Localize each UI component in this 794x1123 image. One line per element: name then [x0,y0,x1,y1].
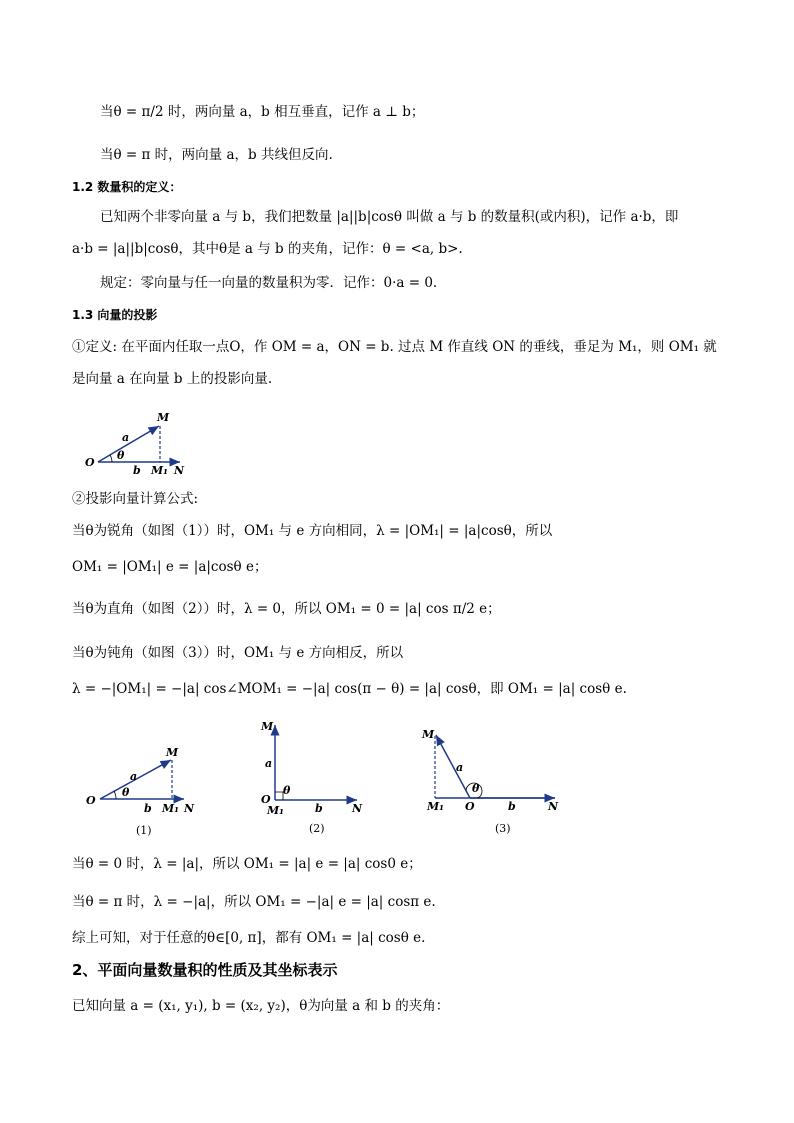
label-O: O [85,456,95,469]
line-obtuse-result: λ = −|OM₁| = −|a| cos∠MOM₁ = −|a| cos(π − θ) = |a| cosθ，即 OM₁ = |a| cosθ e. [72,681,627,697]
line-dot-product-formula: a·b = |a||b|cosθ，其中θ是 a 与 b 的夹角，记作：θ = <a, b>. [72,241,463,257]
vector-a [436,735,470,798]
line-acute-result: OM₁ = |OM₁| e = |a|cosθ e； [72,559,268,575]
figure-obtuse [415,722,565,840]
label-M: M [166,746,179,759]
line-summary: 综上可知，对于任意的θ∈[0, π]，都有 OM₁ = |a| cosθ e. [72,930,426,946]
caption-3: (3) [495,822,511,835]
line-obtuse-case: 当θ为钝角（如图（3））时，OM₁ 与 e 方向相反，所以 [72,645,404,661]
caption-2: (2) [309,822,325,835]
label-a: a [122,431,130,444]
line-formula-heading: ②投影向量计算公式: [72,491,199,507]
label-a: a [265,757,273,770]
label-N: N [174,464,185,477]
label-O: O [86,794,96,807]
label-M: M [261,720,274,733]
label-O: O [465,800,475,813]
label-M1: M₁ [427,800,444,813]
line-theta-pi: 当θ = π 时，λ = −|a|，所以 OM₁ = −|a| e = |a| cosπ e. [72,894,436,910]
label-M: M [422,728,435,741]
line-perpendicular: 当θ = π/2 时，两向量 a，b 相互垂直，记作 a ⊥ b； [100,104,425,120]
label-N: N [548,800,559,813]
line-opposite: 当θ = π 时，两向量 a，b 共线但反向. [100,147,333,163]
label-a: a [456,761,464,774]
figure-right-angle [255,718,375,840]
label-N: N [352,802,363,815]
angle-arc [110,455,112,462]
label-M1: M₁ [151,464,168,477]
line-coordinates-intro: 已知向量 a = (x₁, y₁), b = (x₂, y₂)，θ为向量 a 和 b 的夹角： [72,998,450,1014]
label-M1: M₁ [162,802,179,815]
heading-1-2: 1.2 数量积的定义： [72,180,182,194]
right-angle-mark [275,792,283,800]
figure-acute [80,742,210,842]
label-a: a [130,770,138,783]
label-b: b [133,464,141,477]
heading-1-3: 1.3 向量的投影 [72,308,158,322]
label-theta: θ [283,784,291,797]
line-right-angle-case: 当θ为直角（如图（2））时，λ = 0，所以 OM₁ = 0 = |a| cos π/2 e； [72,601,501,617]
label-theta: θ [117,449,125,462]
caption-1: (1) [136,824,152,837]
label-M: M [157,411,170,424]
line-theta-zero: 当θ = 0 时，λ = |a|，所以 OM₁ = |a| e = |a| cos0 e； [72,856,422,872]
label-theta: θ [472,782,480,795]
line-projection-def: ①定义: 在平面内任取一点O，作 OM = a，ON = b. 过点 M 作直线 ON 的垂线，垂足为 M₁，则 OM₁ 就 [72,339,717,355]
projection-figure-main [80,408,200,478]
label-N: N [184,802,195,815]
line-acute-case: 当θ为锐角（如图（1））时，OM₁ 与 e 方向相同，λ = |OM₁| = |a|cosθ，所以 [72,523,553,539]
line-dot-product-def: 已知两个非零向量 a 与 b，我们把数量 |a||b|cosθ 叫做 a 与 b 的数量积(或内积)，记作 a·b，即 [100,209,679,225]
label-M1: M₁ [267,804,284,817]
label-b: b [144,802,152,815]
angle-arc [114,791,116,799]
label-O: O [261,793,271,806]
label-b: b [508,800,516,813]
heading-section-2: 2、平面向量数量积的性质及其坐标表示 [72,961,338,979]
line-zero-vector-rule: 规定：零向量与任一向量的数量积为零．记作：0·a = 0. [100,275,438,291]
line-projection-def-cont: 是向量 a 在向量 b 上的投影向量. [72,371,273,387]
label-theta: θ [122,786,130,799]
label-b: b [315,802,323,815]
